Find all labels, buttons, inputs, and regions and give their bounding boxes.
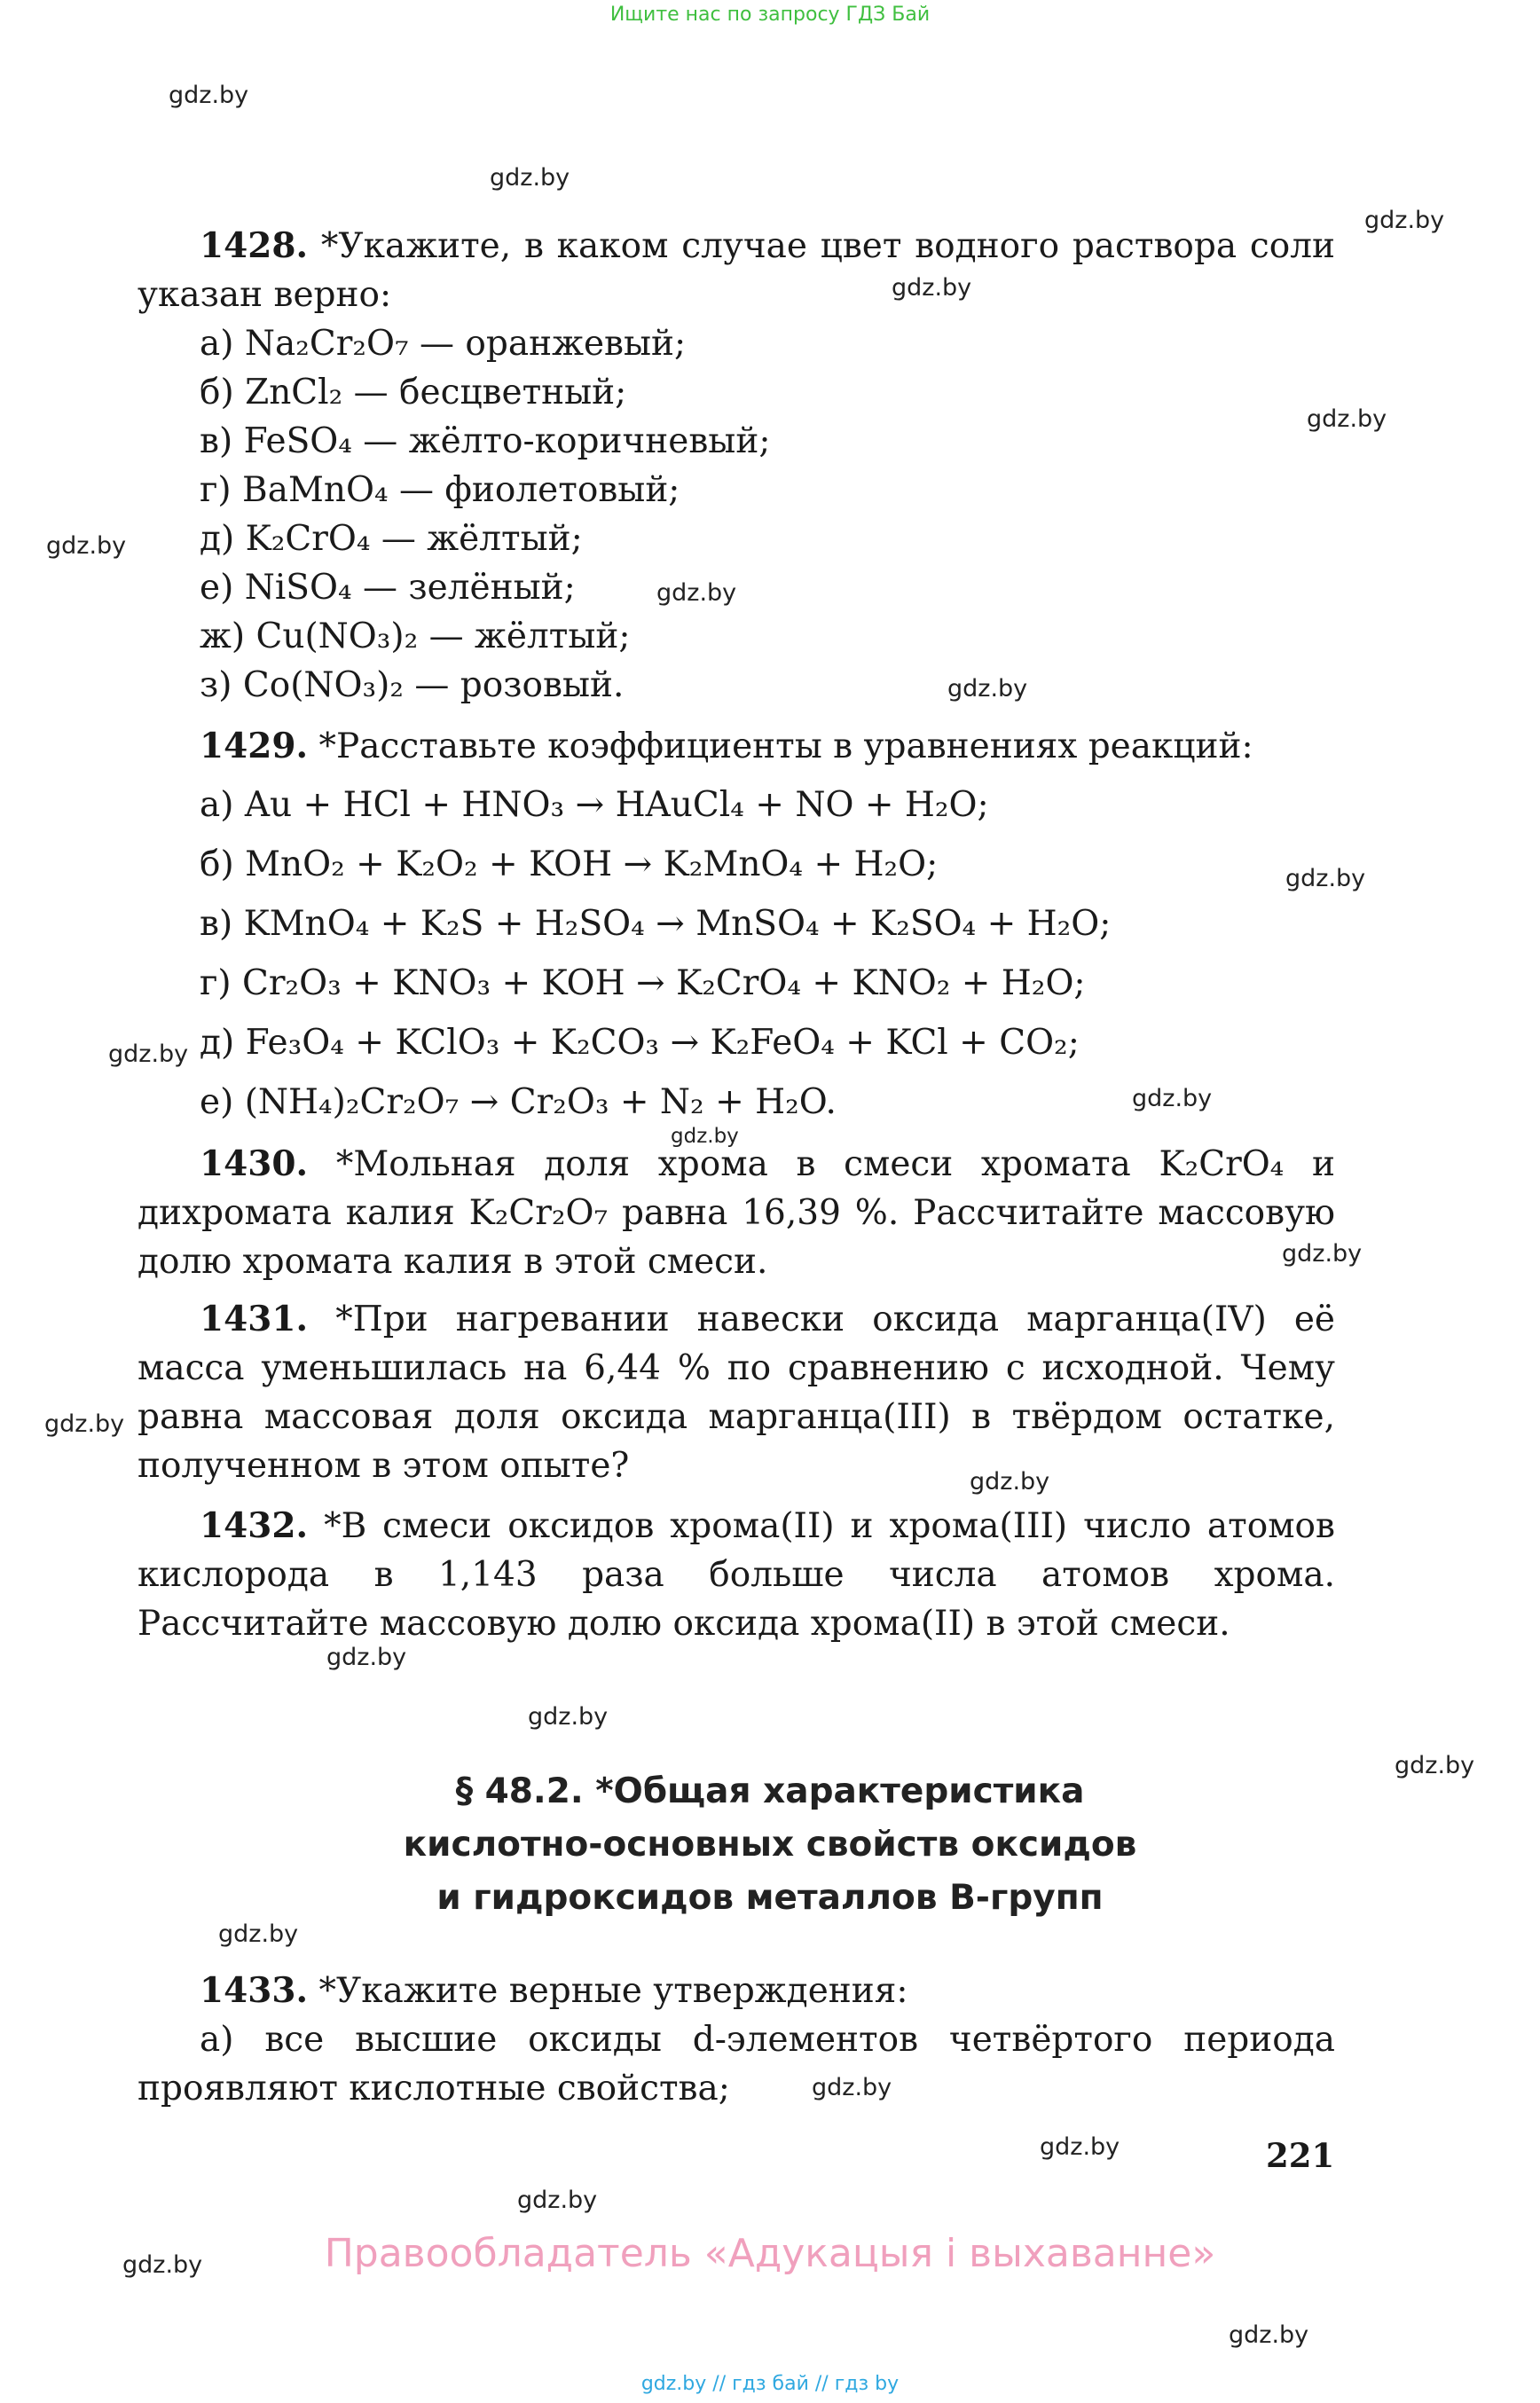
watermark: gdz.by	[1132, 1085, 1213, 1112]
watermark: gdz.by	[1395, 1752, 1475, 1779]
option-item: ж) Cu(NO₃)₂ — жёлтый;	[200, 616, 631, 656]
exercise-text: *Расставьте коэффициенты в уравнениях реакций:	[318, 726, 1253, 766]
equation-item: а) Au + HCl + HNO₃ → HAuCl₄ + NO + H₂O;	[200, 785, 989, 825]
exercise-1433-statement	[200, 1970, 908, 2011]
exercise-text: *В смеси оксидов хрома(II) и хрома(III) число атомов кислорода в 1,143 раза больше числа атомов хрома. Рассчитайте массовую долю оксида хрома(II) в этой смеси.	[138, 1506, 1335, 1644]
option-item: д) K₂CrO₄ — жёлтый;	[200, 519, 583, 559]
watermark: gdz.by	[326, 1644, 407, 1671]
section-heading	[231, 1765, 1309, 1925]
option-item: а) все высшие оксиды d-элементов четвёртого периода проявляют кислотные свойства;	[138, 2020, 1335, 2109]
watermark: gdz.by	[528, 1703, 609, 1731]
exercise-text: *При нагревании навески оксида марганца(IV) её масса уменьшилась на 6,44 % по сравнению с исходной. Чему равна массовая доля оксида марганца(III) в твёрдом остатке, полученном в этом опыте?	[138, 1300, 1335, 1486]
page-number: 221	[1266, 2136, 1335, 2175]
section-heading-line: § 48.2. *Общая характеристика	[455, 1771, 1085, 1811]
watermark: gdz.by	[812, 2074, 892, 2101]
watermark: gdz.by	[490, 164, 570, 192]
exercise-number: 1428.	[200, 225, 309, 266]
exercise-text: *Укажите, в каком случае цвет водного раствора соли указан верно:	[138, 226, 1336, 315]
watermark: gdz.by	[1040, 2133, 1120, 2161]
option-item: б) ZnCl₂ — бесцветный;	[200, 373, 627, 412]
watermark: gdz.by	[1307, 405, 1387, 433]
watermark: gdz.by	[44, 1410, 125, 1438]
watermark: gdz.by	[46, 532, 127, 560]
section-heading-line: и гидроксидов металлов В-групп	[436, 1878, 1104, 1918]
watermark: gdz.by	[108, 1041, 189, 1068]
exercise-number: 1430.	[200, 1143, 309, 1184]
exercise-1430	[138, 1140, 1335, 1286]
watermark: gdz.by	[517, 2187, 598, 2214]
watermark: gdz.by	[1282, 1240, 1363, 1268]
exercise-text: *Укажите верные утверждения:	[318, 1971, 908, 2011]
option-item: г) BaMnO₄ — фиолетовый;	[200, 470, 680, 510]
option-item: в) FeSO₄ — жёлто-коричневый;	[200, 421, 771, 461]
watermark: gdz.by	[1285, 865, 1366, 892]
exercise-1433-option-a	[138, 2015, 1335, 2113]
equation-item: в) KMnO₄ + K₂S + H₂SO₄ → MnSO₄ + K₂SO₄ + H₂O;	[200, 904, 1112, 944]
watermark: gdz.by	[970, 1468, 1050, 1496]
exercise-number: 1431.	[200, 1299, 309, 1339]
watermark: gdz.by	[892, 274, 972, 302]
exercise-text: *Мольная доля хрома в смеси хромата K₂CrO₄ и дихромата калия K₂Cr₂O₇ равна 16,39 %. Рассчитайте массовую долю хромата калия в этой смеси.	[138, 1144, 1335, 1282]
watermark: gdz.by	[1364, 207, 1445, 234]
watermark: gdz.by	[218, 1920, 299, 1948]
equation-item: е) (NH₄)₂Cr₂O₇ → Cr₂O₃ + N₂ + H₂O.	[200, 1082, 837, 1122]
watermark: gdz.by	[947, 675, 1028, 703]
copyright-notice: Правообладатель «Адукацыя і выхаванне»	[324, 2231, 1216, 2276]
option-item: е) NiSO₄ — зелёный;	[200, 568, 576, 608]
exercise-1432	[138, 1502, 1335, 1648]
section-heading-line: кислотно-основных свойств оксидов	[403, 1825, 1137, 1865]
exercise-1428-statement	[138, 222, 1335, 319]
watermark: gdz.by	[169, 82, 249, 109]
option-item: а) Na₂Cr₂O₇ — оранжевый;	[200, 324, 687, 364]
option-item: з) Co(NO₃)₂ — розовый.	[200, 665, 625, 705]
equation-item: г) Cr₂O₃ + KNO₃ + KOH → K₂CrO₄ + KNO₂ + H₂O;	[200, 963, 1086, 1003]
equation-item: д) Fe₃O₄ + KClO₃ + K₂CO₃ → K₂FeO₄ + KCl + CO₂;	[200, 1023, 1080, 1063]
watermark: gdz.by	[122, 2251, 203, 2279]
exercise-number: 1429.	[200, 726, 309, 766]
footer-links[interactable]: gdz.by // гдз бай // гдз by	[640, 2373, 900, 2395]
exercise-1431	[138, 1295, 1335, 1490]
exercise-1429-statement	[200, 726, 1253, 766]
watermark: gdz.by	[1229, 2321, 1309, 2349]
exercise-number: 1433.	[200, 1970, 309, 2011]
watermark: gdz.by	[671, 1125, 739, 1148]
exercise-number: 1432.	[200, 1505, 309, 1546]
watermark: gdz.by	[656, 579, 737, 607]
equation-item: б) MnO₂ + K₂O₂ + KOH → K₂MnO₄ + H₂O;	[200, 844, 939, 884]
top-banner[interactable]: Ищите нас по запросу ГДЗ Бай	[609, 4, 931, 26]
